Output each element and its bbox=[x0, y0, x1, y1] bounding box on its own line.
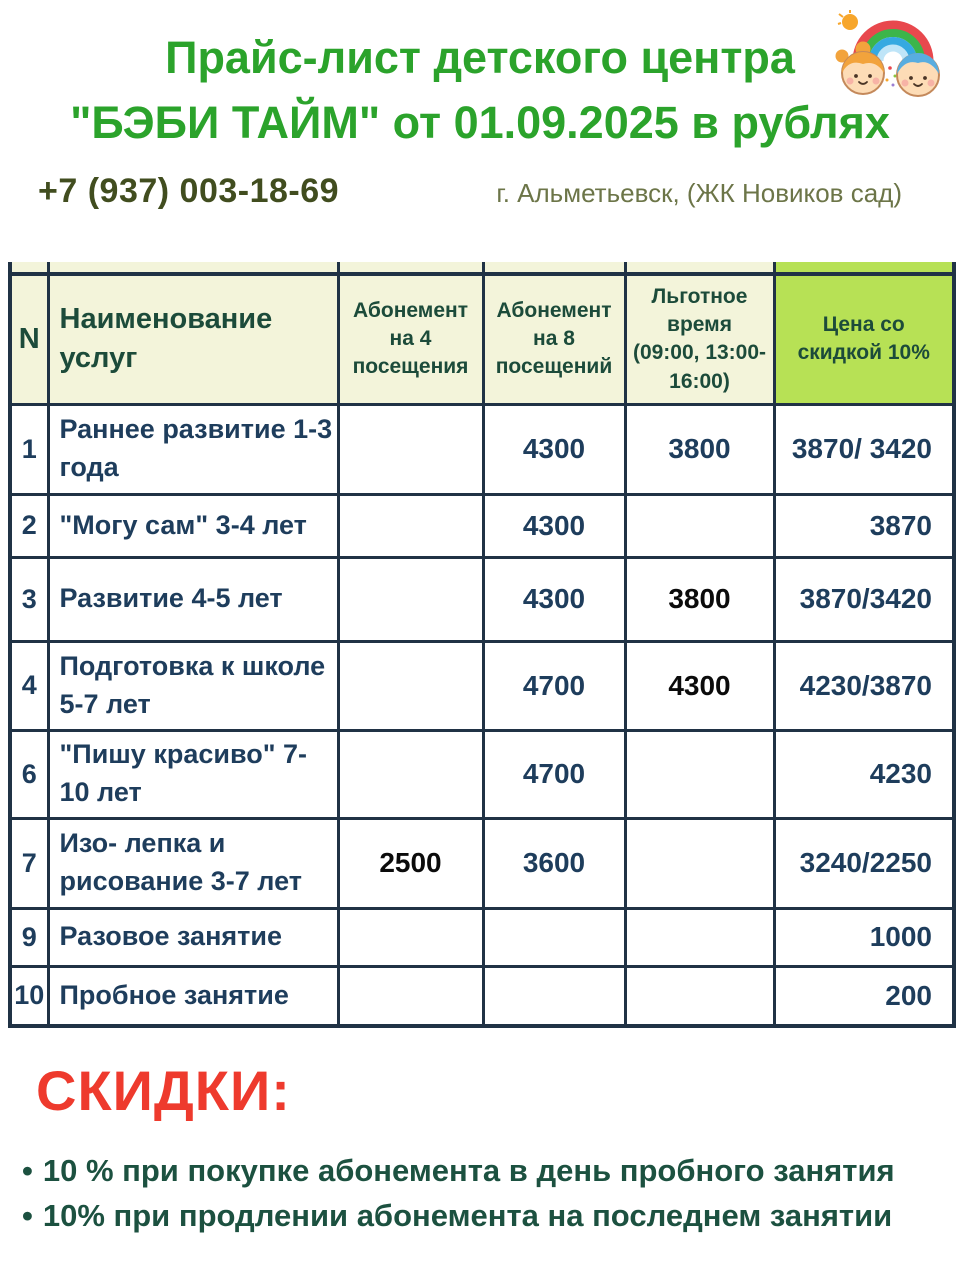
sub8-price: 4300 bbox=[483, 557, 625, 641]
table-row bbox=[10, 908, 954, 966]
discounts-section bbox=[22, 1058, 952, 1239]
table-row bbox=[10, 494, 954, 557]
page-title bbox=[0, 0, 960, 156]
discounted-price: 3870/3420 bbox=[774, 557, 954, 641]
contact-row bbox=[38, 172, 902, 211]
title-line-2: "БЭБИ ТАЙМ" от 01.09.2025 в рублях bbox=[70, 96, 890, 148]
discounted-price: 3240/2250 bbox=[774, 818, 954, 908]
sub4-price bbox=[338, 557, 483, 641]
table-row bbox=[10, 557, 954, 641]
table-row bbox=[10, 818, 954, 908]
sub8-price bbox=[483, 908, 625, 966]
service-name: Подготовка к школе 5-7 лет bbox=[48, 641, 338, 730]
header-discount-time: Льготное время (09:00, 13:00-16:00) bbox=[625, 274, 774, 404]
sub8-price: 4700 bbox=[483, 641, 625, 730]
table-row bbox=[10, 404, 954, 494]
discount-time-price bbox=[625, 908, 774, 966]
sub4-price bbox=[338, 966, 483, 1026]
row-number: 6 bbox=[10, 730, 48, 818]
sub8-price: 3600 bbox=[483, 818, 625, 908]
header-n: N bbox=[10, 274, 48, 404]
row-number: 1 bbox=[10, 404, 48, 494]
bullet-icon: • bbox=[22, 1197, 33, 1233]
discounted-price: 4230 bbox=[774, 730, 954, 818]
discount-time-price bbox=[625, 494, 774, 557]
discount-time-price bbox=[625, 730, 774, 818]
sub4-price bbox=[338, 730, 483, 818]
discounted-price: 4230/3870 bbox=[774, 641, 954, 730]
sub4-price bbox=[338, 494, 483, 557]
service-name: Изо- лепка и рисование 3-7 лет bbox=[48, 818, 338, 908]
discount-time-price: 4300 bbox=[625, 641, 774, 730]
header-sub4: Абонемент на 4 посещения bbox=[338, 274, 483, 404]
sub4-price: 2500 bbox=[338, 818, 483, 908]
discount-item bbox=[22, 1194, 952, 1239]
row-number: 9 bbox=[10, 908, 48, 966]
discounts-heading: СКИДКИ: bbox=[36, 1059, 291, 1122]
service-name: Раннее развитие 1-3 года bbox=[48, 404, 338, 494]
sub4-price bbox=[338, 908, 483, 966]
discount-time-price bbox=[625, 966, 774, 1026]
header-service: Наименование услуг bbox=[48, 274, 338, 404]
sub8-price: 4300 bbox=[483, 494, 625, 557]
sub8-price: 4300 bbox=[483, 404, 625, 494]
price-table bbox=[8, 262, 956, 1028]
location-text: г. Альметьевск, (ЖК Новиков сад) bbox=[496, 177, 902, 208]
service-name: "Пишу красиво" 7-10 лет bbox=[48, 730, 338, 818]
discounted-price: 200 bbox=[774, 966, 954, 1026]
discount-time-price bbox=[625, 818, 774, 908]
row-number: 4 bbox=[10, 641, 48, 730]
service-name: "Могу сам" 3-4 лет bbox=[48, 494, 338, 557]
table-row bbox=[10, 966, 954, 1026]
discount-text: 10 % при покупке абонемента в день пробного занятия bbox=[42, 1153, 895, 1188]
header-price: Цена со скидкой 10% bbox=[774, 274, 954, 404]
discounted-price: 3870/ 3420 bbox=[774, 404, 954, 494]
table-row bbox=[10, 641, 954, 730]
discount-time-price: 3800 bbox=[625, 557, 774, 641]
discount-text: 10% при продлении абонемента на последнем занятии bbox=[42, 1197, 893, 1233]
row-number: 7 bbox=[10, 818, 48, 908]
table-row bbox=[10, 730, 954, 818]
discounted-price: 3870 bbox=[774, 494, 954, 557]
sub4-price bbox=[338, 404, 483, 494]
title-line-1: Прайс-лист детского центра bbox=[165, 32, 795, 83]
row-number: 10 bbox=[10, 966, 48, 1026]
bullet-icon: • bbox=[22, 1153, 33, 1188]
discount-list bbox=[22, 1149, 952, 1239]
service-name: Пробное занятие bbox=[48, 966, 338, 1026]
discount-item bbox=[22, 1149, 952, 1194]
sub8-price: 4700 bbox=[483, 730, 625, 818]
row-number: 3 bbox=[10, 557, 48, 641]
service-name: Разовое занятие bbox=[48, 908, 338, 966]
sub8-price bbox=[483, 966, 625, 1026]
table-header-row bbox=[10, 274, 954, 404]
header-sub8: Абонемент на 8 посещений bbox=[483, 274, 625, 404]
table-top-strip bbox=[10, 262, 954, 274]
discounted-price: 1000 bbox=[774, 908, 954, 966]
rainbow-children-logo-icon bbox=[830, 6, 950, 108]
service-name: Развитие 4-5 лет bbox=[48, 557, 338, 641]
discount-time-price: 3800 bbox=[625, 404, 774, 494]
sub4-price bbox=[338, 641, 483, 730]
row-number: 2 bbox=[10, 494, 48, 557]
phone-number: +7 (937) 003-18-69 bbox=[38, 171, 340, 210]
